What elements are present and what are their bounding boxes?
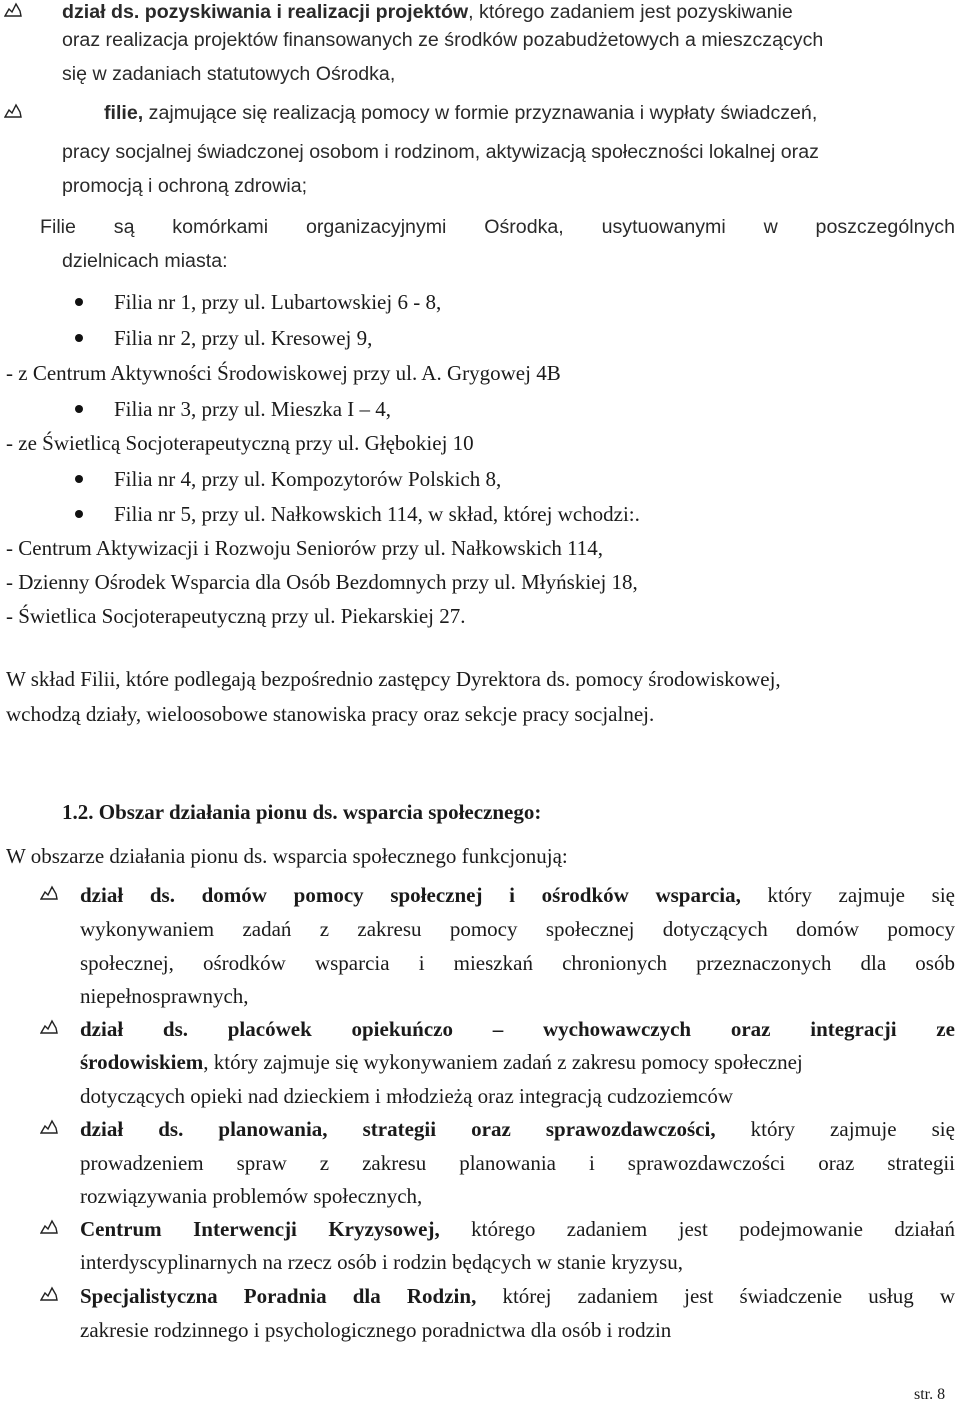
word: zadań: [242, 917, 292, 941]
section-heading: 1.2. Obszar działania pionu ds. wsparcia społecznego:: [62, 800, 542, 824]
word: przeznaczonych: [696, 951, 832, 975]
branch-sub-item: - ze Świetlicą Socjoterapeutyczną przy ul. Głębokiej 10: [6, 431, 474, 455]
branch-sub-item: - Centrum Aktywizacji i Rozwoju Seniorów przy ul. Nałkowskich 114,: [6, 536, 604, 560]
word: pomocy: [449, 917, 518, 941]
word: dotyczących: [662, 917, 768, 941]
pointing-hand-icon: [40, 1286, 58, 1304]
word: domów: [796, 917, 860, 941]
item1-line1: [62, 0, 793, 25]
bullet-icon: [75, 475, 83, 483]
unit1-line3: [80, 950, 955, 976]
word: ośrodków: [541, 883, 629, 907]
word: działań: [894, 1217, 955, 1241]
word: pomocy: [293, 883, 364, 907]
unit2-line2: [80, 1049, 803, 1075]
unit1-line4: niepełnosprawnych,: [80, 984, 249, 1008]
unit3-line3: rozwiązywania problemów społecznych,: [80, 1184, 423, 1208]
word: osób: [915, 951, 955, 975]
word: oraz: [471, 1117, 511, 1141]
item1-text: , którego zadaniem jest pozyskiwanie: [468, 1, 793, 23]
word: i: [509, 883, 515, 907]
word: sprawozdawczości,: [545, 1117, 716, 1141]
pointing-hand-icon: [40, 1119, 58, 1137]
word: się: [931, 883, 955, 907]
pointing-hand-icon: [40, 1219, 58, 1237]
word: społecznej: [545, 917, 635, 941]
word: ze: [936, 1017, 955, 1041]
word: usług: [868, 1284, 914, 1308]
word: świadczenie: [739, 1284, 843, 1308]
word: w: [763, 216, 778, 238]
filie-intro-line2: dzielnicach miasta:: [62, 250, 228, 272]
word: dział: [80, 1117, 124, 1141]
pointing-hand-icon: [40, 885, 58, 903]
word: spraw: [236, 1151, 287, 1175]
word: oraz: [818, 1151, 855, 1175]
branch-item: Filia nr 1, przy ul. Lubartowskiej 6 - 8,: [114, 290, 442, 314]
unit3-line1: [80, 1116, 955, 1142]
word: z: [319, 1151, 330, 1175]
word: jest: [684, 1284, 714, 1308]
word: strategii: [362, 1117, 437, 1141]
word: Poradnia: [243, 1284, 327, 1308]
word: Specjalistyczna: [80, 1284, 218, 1308]
item1-line3: się w zadaniach statutowych Ośrodka,: [62, 63, 396, 85]
word: Kryzysowej,: [328, 1217, 440, 1241]
word: której: [502, 1284, 552, 1308]
item2-line2: pracy socjalnej świadczonej osobom i rodzinom, aktywizacją społeczności lokalnej oraz: [62, 141, 819, 163]
word: z: [319, 917, 330, 941]
page-number: str. 8: [914, 1386, 946, 1403]
word: placówek: [227, 1017, 312, 1041]
word: dla: [352, 1284, 381, 1308]
branch-sub-item: - Świetlica Socjoterapeutyczną przy ul. Piekarskiej 27.: [6, 604, 466, 628]
item1-title: dział ds. pozyskiwania i realizacji projektów: [62, 1, 469, 23]
word: którego: [471, 1217, 536, 1241]
unit1-line2: [80, 916, 955, 942]
word: Filie: [40, 216, 76, 238]
word: który: [767, 883, 812, 907]
word: dział: [80, 883, 124, 907]
unit1-line1: [80, 882, 955, 908]
word: dział: [80, 1017, 124, 1041]
filie-intro-line1: [40, 214, 955, 240]
pointing-hand-icon: [40, 1019, 58, 1037]
word: wychowawczych: [542, 1017, 692, 1041]
word: sprawozdawczości: [627, 1151, 786, 1175]
word: Ośrodka,: [484, 216, 564, 238]
word: wsparcia,: [655, 883, 741, 907]
word: planowania,: [218, 1117, 328, 1141]
word: wykonywaniem: [80, 917, 215, 941]
filie-composition-line1: W skład Filii, które podlegają bezpośrednio zastępcy Dyrektora ds. pomocy środowiskowej,: [6, 667, 781, 691]
word: się: [931, 1117, 955, 1141]
item1-line2: oraz realizacja projektów finansowanych ze środków pozabudżetowych a mieszczących: [62, 29, 824, 51]
word: i: [418, 951, 425, 975]
bullet-icon: [75, 405, 83, 413]
item2-title: filie,: [104, 102, 144, 124]
word: prowadzeniem: [80, 1151, 204, 1175]
word: komórkami: [172, 216, 269, 238]
word: chronionych: [562, 951, 668, 975]
word: Rodzin,: [406, 1284, 477, 1308]
word: pomocy: [887, 917, 955, 941]
word: domów: [201, 883, 267, 907]
pointing-hand-icon: [4, 2, 22, 20]
word: jest: [678, 1217, 708, 1241]
unit2-line3: dotyczących opieki nad dzieckiem i młodzieżą oraz integracją cudzoziemców: [80, 1084, 734, 1108]
word: –: [492, 1017, 504, 1041]
word: zajmuje: [830, 1117, 897, 1141]
word: i: [588, 1151, 595, 1175]
unit5-line1: [80, 1283, 955, 1309]
unit2-line1: [80, 1016, 955, 1042]
word: opiekuńczo: [351, 1017, 453, 1041]
word: który: [750, 1117, 795, 1141]
bullet-icon: [75, 510, 83, 518]
item2-line3: promocją i ochroną zdrowia;: [62, 175, 308, 197]
unit3-line2: [80, 1150, 955, 1176]
word: są: [113, 216, 135, 238]
branch-sub-item: - Dzienny Ośrodek Wsparcia dla Osób Bezdomnych przy ul. Młyńskiej 18,: [6, 570, 638, 594]
word: mieszkań: [453, 951, 533, 975]
unit2-text: , który zajmuje się wykonywaniem zadań z zakresu pomocy społecznej: [203, 1050, 803, 1074]
word: zakresu: [362, 1151, 427, 1175]
word: zadaniem: [577, 1284, 659, 1308]
word: społecznej,: [80, 951, 174, 975]
word: Interwencji: [193, 1217, 297, 1241]
word: organizacyjnymi: [305, 216, 447, 238]
word: poszczególnych: [815, 216, 955, 238]
word: Centrum: [80, 1217, 162, 1241]
item2-text: zajmujące się realizacją pomocy w formie przyznawania i wypłaty świadczeń,: [143, 102, 818, 124]
unit4-line1: [80, 1216, 955, 1242]
unit2-bold: środowiskiem: [80, 1050, 204, 1074]
word: integracji: [810, 1017, 897, 1041]
word: planowania: [459, 1151, 556, 1175]
filie-composition-line2: wchodzą działy, wieloosobowe stanowiska pracy oraz sekcje pracy socjalnej.: [6, 702, 655, 726]
item2-line1: [104, 100, 817, 126]
pointing-hand-icon: [4, 103, 22, 121]
branch-item: Filia nr 5, przy ul. Nałkowskich 114, w skład, której wchodzi:.: [114, 502, 640, 526]
word: w: [939, 1284, 955, 1308]
word: zajmuje: [838, 883, 905, 907]
word: ds.: [158, 1117, 184, 1141]
word: podejmowanie: [739, 1217, 863, 1241]
word: ds.: [149, 883, 175, 907]
bullet-icon: [75, 334, 83, 342]
word: usytuowanymi: [601, 216, 726, 238]
word: ośrodków: [202, 951, 286, 975]
branch-sub-item: - z Centrum Aktywności Środowiskowej przy ul. A. Grygowej 4B: [6, 361, 561, 385]
bullet-icon: [75, 298, 83, 306]
unit4-line2: interdyscyplinarnych na rzecz osób i rodzin będących w stanie kryzysu,: [80, 1250, 683, 1274]
word: dla: [860, 951, 887, 975]
branch-item: Filia nr 3, przy ul. Mieszka I – 4,: [114, 397, 392, 421]
word: strategii: [887, 1151, 955, 1175]
unit5-line2: zakresie rodzinnego i psychologicznego poradnictwa dla osób i rodzin: [80, 1318, 672, 1342]
word: zadaniem: [566, 1217, 648, 1241]
word: ds.: [162, 1017, 189, 1041]
branch-item: Filia nr 4, przy ul. Kompozytorów Polskich 8,: [114, 467, 502, 491]
section-intro: W obszarze działania pionu ds. wsparcia społecznego funkcjonują:: [6, 844, 568, 868]
word: społecznej: [390, 883, 483, 907]
branch-item: Filia nr 2, przy ul. Kresowej 9,: [114, 326, 373, 350]
word: oraz: [730, 1017, 771, 1041]
word: wsparcia: [314, 951, 390, 975]
word: zakresu: [357, 917, 422, 941]
